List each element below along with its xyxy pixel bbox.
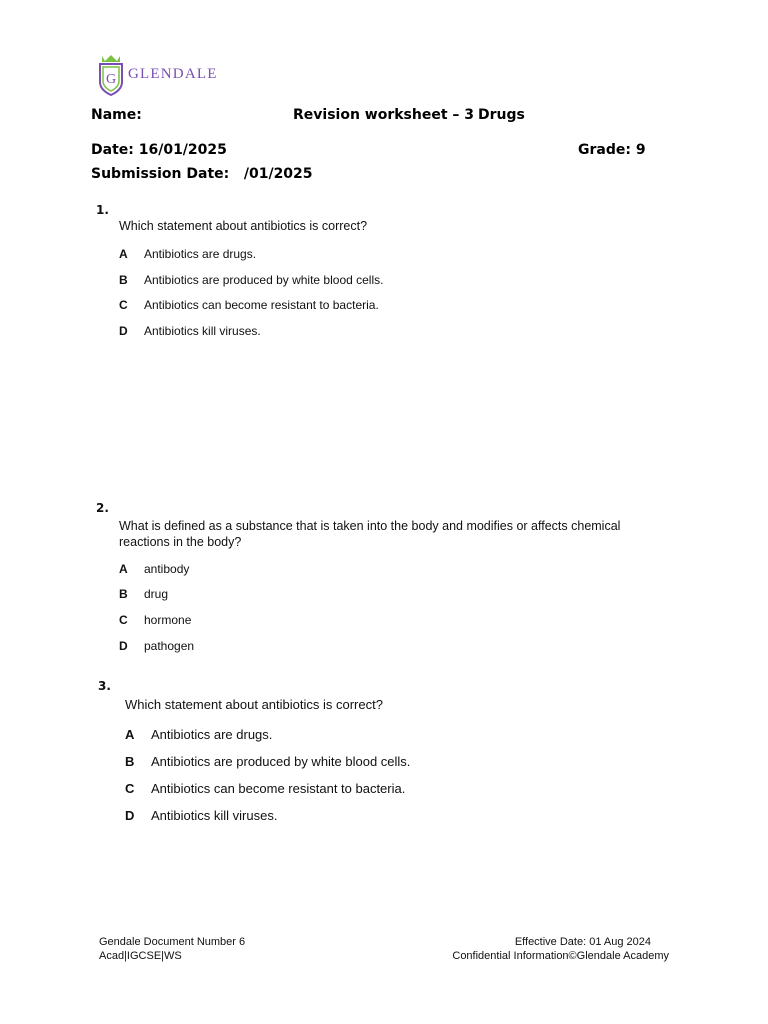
option-letter: C	[119, 298, 128, 312]
worksheet-topic: Drugs	[478, 107, 525, 123]
question-number: 3.	[98, 679, 111, 693]
option-text: Antibiotics are produced by white blood cells.	[144, 273, 384, 287]
question-text-line-2: reactions in the body?	[119, 535, 242, 549]
question-number: 2.	[96, 501, 109, 515]
option-text: drug	[144, 587, 169, 601]
option-letter: B	[119, 587, 128, 601]
option-letter: C	[125, 781, 135, 796]
option-text: pathogen	[144, 639, 195, 653]
option-text: Antibiotics are drugs.	[151, 727, 273, 742]
option-letter: D	[119, 639, 128, 653]
question-text-line-1: What is defined as a substance that is taken into the body and modifies or affects chemical	[119, 519, 621, 533]
option-text: Antibiotics kill viruses.	[151, 808, 278, 823]
option-text: Antibiotics can become resistant to bacteria.	[151, 781, 406, 796]
footer-doc-number: Gendale Document Number 6	[99, 936, 246, 948]
option-text: Antibiotics kill viruses.	[144, 324, 261, 338]
date-label: Date: 16/01/2025	[91, 142, 227, 158]
grade-label: Grade: 9	[578, 142, 646, 158]
option-letter: C	[119, 613, 128, 627]
name-label: Name:	[91, 107, 142, 123]
question-text: Which statement about antibiotics is correct?	[125, 697, 383, 712]
footer-confidential: Confidential Information©Glendale Academy	[452, 950, 669, 962]
option-letter: D	[119, 324, 128, 338]
option-letter: B	[119, 273, 128, 287]
option-text: antibody	[144, 562, 190, 576]
logo	[96, 52, 126, 103]
option-text: Antibiotics can become resistant to bacteria.	[144, 298, 379, 312]
question-text: Which statement about antibiotics is correct?	[119, 219, 368, 233]
option-text: Antibiotics are drugs.	[144, 247, 257, 261]
svg-text:G: G	[105, 72, 117, 87]
option-letter: A	[119, 562, 128, 576]
footer-effective-date: Effective Date: 01 Aug 2024	[514, 936, 651, 948]
option-letter: A	[125, 727, 135, 742]
worksheet-title: Revision worksheet – 3	[293, 107, 475, 123]
option-letter: B	[125, 754, 135, 769]
glendale-crest-icon	[96, 52, 126, 98]
logo-wordmark: GLENDALE	[128, 66, 218, 82]
option-text: hormone	[144, 613, 192, 627]
option-letter: D	[125, 808, 135, 823]
option-letter: A	[119, 247, 128, 261]
footer-doc-code: Acad|IGCSE|WS	[99, 950, 182, 962]
option-text: Antibiotics are produced by white blood cells.	[151, 754, 411, 769]
submission-date: Submission Date: /01/2025	[91, 166, 313, 182]
question-number: 1.	[96, 203, 109, 217]
